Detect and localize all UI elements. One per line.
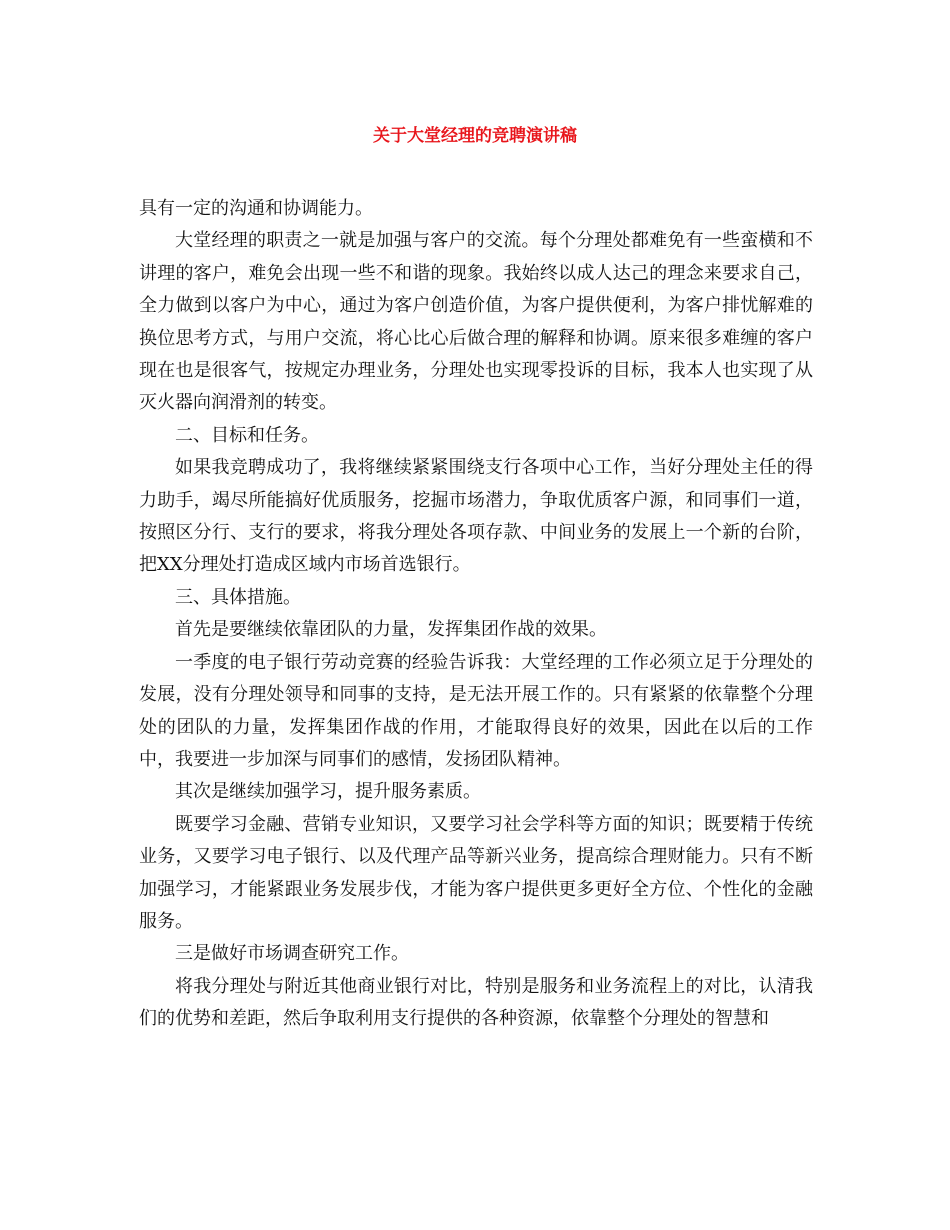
paragraph: 大堂经理的职责之一就是加强与客户的交流。每个分理处都难免有一些蛮横和不讲理的客户，难免会出现一些不和谐的现象。我始终以成人达己的理念来要求自己，全力做到以客户为中心，通过为客户创造价值，为客户提供便利，为客户排忧解难的换位思考方式，与用户交流，将心比心后做合理的解释和协调。原来很多难缠的客户现在也是很客气，按规定办理业务，分理处也实现零投诉的目标，我本人也实现了从灭火器向润滑剂的转变。	[139, 230, 813, 414]
paragraph: 其次是继续加强学习，提升服务素质。	[175, 781, 481, 803]
paragraph: 一季度的电子银行劳动竞赛的经验告诉我：大堂经理的工作必须立足于分理处的发展，没有分理处领导和同事的支持，是无法开展工作的。只有紧紧的依靠整个分理处的团队的力量，发挥集团作战的作用，才能取得良好的效果，因此在以后的工作中，我要进一步加深与同事们的感情，发扬团队精神。	[139, 651, 813, 770]
paragraph: 首先是要继续依靠团队的力量，发挥集团作战的效果。	[175, 619, 607, 641]
paragraph: 具有一定的沟通和协调能力。	[139, 198, 373, 219]
paragraph: 既要学习金融、营销专业知识，又要学习社会学科等方面的知识；既要精于传统业务，又要学习电子银行、以及代理产品等新兴业务，提高综合理财能力。只有不断加强学习，才能紧跟业务发展步伐，才能为客户提供更多更好全方位、个性化的金融服务。	[139, 813, 813, 932]
document-title: 关于大堂经理的竞聘演讲稿	[373, 126, 577, 146]
section-heading: 二、目标和任务。	[175, 424, 319, 446]
paragraph: 将我分理处与附近其他商业银行对比，特别是服务和业务流程上的对比，认清我们的优势和差距，然后争取利用支行提供的各种资源，依靠整个分理处的智慧和	[139, 975, 813, 1030]
document-body	[139, 193, 813, 1036]
section-heading: 三、具体措施。	[175, 586, 301, 608]
paragraph: 如果我竞聘成功了，我将继续紧紧围绕支行各项中心工作，当好分理处主任的得力助手，竭尽所能搞好优质服务，挖掘市场潜力，争取优质客户源，和同事们一道，按照区分行、支行的要求，将我分理处各项存款、中间业务的发展上一个新的台阶，把XX分理处打造成区域内市场首选银行。	[139, 457, 813, 576]
paragraph: 三是做好市场调查研究工作。	[175, 943, 409, 965]
